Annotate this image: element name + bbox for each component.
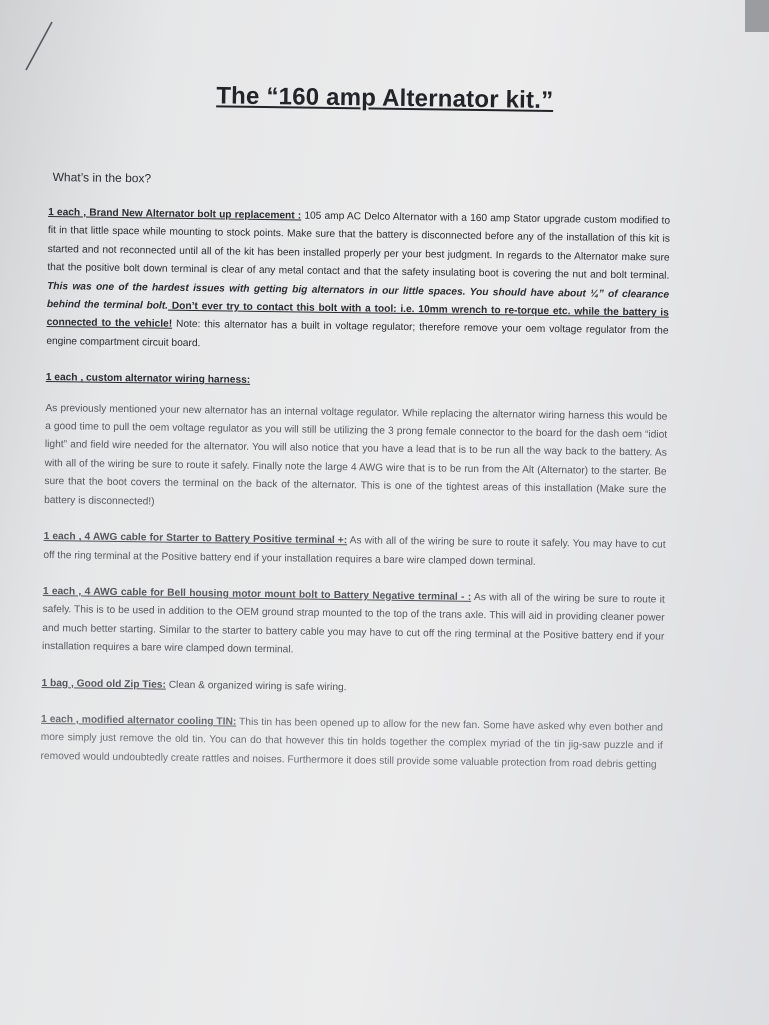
section-ground-cable [42, 583, 665, 665]
section-text: As previously mentioned your new alternator has an internal voltage regulator. While replacing the alternator wiring harness this would be a good time to pull the oem voltage regulator as you will still be utilizing the 3 prong female connector to the board for the dash oem “idiot light” and field wire needed for the alternator. You will also notice that you have a lead that is to be run all the way back to the battery. As with all of the wiring be sure to route it safely. Finally note the large 4 AWG wire that is to be run from the Alt (Alternator) to the starter. Be sure that the boot covers the terminal on the back of the alternator. This is one of the tightest areas of this installation (Make sure the battery is disconnected!) [44, 402, 668, 508]
document-subtitle: What’s in the box? [52, 170, 152, 186]
section-text: This tin has been opened up to allow for the new fan. Some have asked why even bother and more simply just remove the old tin. You can do that however this tin holds together the complex myriad of the tin jig-saw puzzle and if removed would undoubtedly create rattles and noises. Furthermore it does still provide some valuable protection from road debris getting [40, 716, 664, 771]
section-heading: 1 each , modified alternator cooling TIN: [40, 713, 237, 728]
section-text: As with all of the wiring be sure to route it safely. This is to be used in addition to the OEM ground strap mounted to the top of the trans axle. This will aid in providing cleaner power and much better starting. Similar to the starter to battery cable you may have to cut off the ring terminal at the Positive battery end if your installation requires a bare wire clamped down terminal. [42, 591, 665, 656]
section-zip-ties [41, 674, 663, 701]
section-wiring-harness [44, 369, 668, 519]
section-heading: 1 each , custom alternator wiring harness: [45, 372, 251, 387]
section-text: Clean & organized wiring is safe wiring. [165, 679, 347, 693]
page-corner-background [745, 0, 769, 32]
section-heading: 1 each , 4 AWG cable for Starter to Battery Positive terminal +: [43, 531, 348, 547]
section-heading: 1 bag , Good old Zip Ties: [41, 677, 166, 691]
section-emphasis: This was one of the hardest issues with getting big alternators in our little spaces. You should have about ¼” of clearance behind the terminal bolt. [46, 280, 670, 312]
section-warning: Don’t ever try to contact this bolt with a tool: i.e. 10mm wrench to re-torque etc. while the battery is connected to the vehicle! [46, 300, 669, 331]
pen-stroke-mark [22, 18, 70, 74]
document-title: The “160 amp Alternator kit.” [216, 82, 554, 115]
section-alternator [46, 204, 670, 360]
section-text: 105 amp AC Delco Alternator with a 160 amp Stator upgrade custom modified to fit in that little space while mounting to stock points. Make sure that the battery is disconnected before any of the installation of this kit is started and not reconnected until all of the kit has been installed properly per your best judgment. In regards to the Alternator make sure that the positive bolt down terminal is clear of any metal contact and that the safety insulating boot is covering the nut and bolt terminal. [47, 210, 671, 282]
section-heading: 1 each , Brand New Alternator bolt up replacement : [48, 206, 302, 222]
section-cooling-tin [40, 711, 663, 775]
section-starter-cable [43, 528, 665, 573]
section-heading: 1 each , 4 AWG cable for Bell housing motor mount bolt to Battery Negative terminal - : [42, 585, 472, 603]
document-body [40, 80, 672, 793]
section-text: As with all of the wiring be sure to route it safely. You may have to cut off the ring terminal at the Positive battery end if your installation requires a bare wire clamped down terminal. [43, 535, 666, 568]
section-text-note: Note: this alternator has a built in voltage regulator; therefore remove your oem voltage regulator from the engine compartment circuit board. [46, 319, 669, 349]
